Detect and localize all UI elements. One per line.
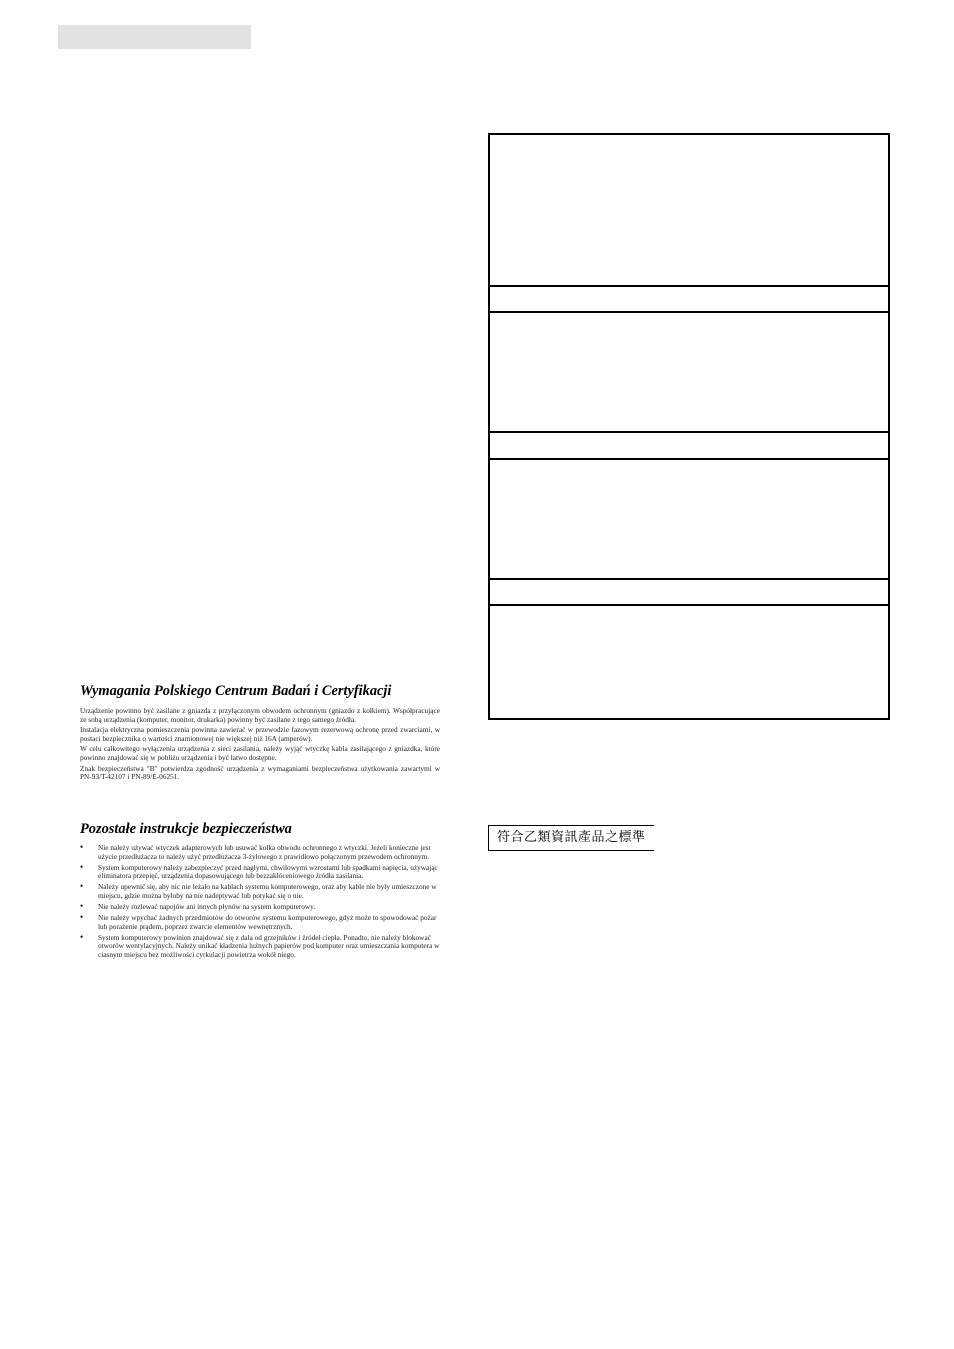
other-safety-instructions-section	[80, 821, 440, 962]
bullet-icon: •	[80, 842, 84, 852]
table-divider	[490, 311, 888, 313]
list-item-text: System komputerowy powinien znajdować się z dala od grzejników i źródeł ciepła. Ponadto, nie należy blokować otworów wentylacyjnych. Należy unikać kładzenia luźnych papierów pod komputer oraz umieszczania komputera w ciasnym miejscu bez możliwości cyrkulacji powietrza wokół niego.	[98, 932, 440, 960]
empty-table-frame	[488, 133, 890, 720]
section-title: Pozostałe instrukcje bezpieczeństwa	[80, 821, 292, 837]
list-item-text: Nie należy używać wtyczek adapterowych lub usuwać kołka obwodu ochronnego z wtyczki. Jeżeli konieczne jest użycie przedłużacza to należy użyć przedłużacza 3-żyłowego z prawidłowo połączonym przewodem ochronnym.	[98, 843, 431, 861]
paragraph: Urządzenie powinno być zasilane z gniazda z przyłączonym obwodem ochronnym (gniazdo z kołkiem). Współpracujące ze sobą urządzenia (komputer, monitor, drukarka) powinny być zasilane z tego samego źródła.	[80, 706, 440, 724]
bullet-icon: •	[80, 861, 84, 872]
paragraph: W celu całkowitego wyłączenia urządzenia z sieci zasilania, należy wyjąć wtyczkę kabla zasilającego z gniazdka, które powinno znajdować się w pobliżu urządzenia i być łatwo dostępne.	[80, 744, 440, 762]
list-item	[80, 931, 440, 960]
bullet-icon: •	[80, 912, 84, 923]
bullet-list	[80, 844, 440, 960]
table-divider	[490, 431, 888, 433]
section-title: Wymagania Polskiego Centrum Badań i Certyfikacji	[80, 683, 392, 699]
list-item-text: Nie należy rozlewać napojów ani innych płynów na system komputerowy.	[98, 902, 316, 912]
table-divider	[490, 458, 888, 460]
list-item	[80, 914, 440, 931]
list-item-text: Należy upewnić się, aby nic nie leżało na kablach systemu komputerowego, oraz aby kable nie były umieszczone w miejscu, gdzie można byłoby na nie nadeptywać lub potykać się o nie.	[98, 882, 437, 900]
list-item-text: System komputerowy należy zabezpieczyć przed nagłymi, chwilowymi wzrostami lub spadkami napięcia, używając eliminatora przepięć, urządzenia dopasowującego lub bezzakłóceniowego źródła zasilania.	[98, 862, 438, 881]
bullet-icon: •	[80, 931, 84, 942]
pcbc-requirements-section	[80, 683, 440, 784]
bullet-icon: •	[80, 901, 84, 912]
table-divider	[490, 285, 888, 287]
paragraph: Instalacja elektryczna pomieszczenia powinna zawierać w przewodzie fazowym rezerwową ochronę przed zwarciami, w postaci bezpiecznika o wartości znamionowej nie większej niż 16A (amperów).	[80, 725, 440, 743]
list-item	[80, 844, 440, 861]
list-item-text: Nie należy wpychać żadnych przedmiotów do otworów systemu komputerowego, gdyż może to spowodować pożar lub porażenie prądem, poprzez zwarcie elementów wewnętrznych.	[98, 913, 437, 931]
compliance-label: 符合乙類資訊產品之標準	[488, 825, 654, 851]
header-bar	[58, 25, 251, 49]
paragraph: Znak bezpieczeństwa "B" potwierdza zgodność urządzenia z wymaganiami bezpieczeństwa użytkowania zawartymi w PN-93/T-42107 i PN-89/E-06251.	[80, 763, 440, 782]
table-divider	[490, 578, 888, 580]
list-item	[80, 903, 440, 912]
list-item	[80, 861, 440, 881]
list-item	[80, 883, 440, 900]
table-divider	[490, 604, 888, 606]
bullet-icon: •	[80, 881, 84, 892]
